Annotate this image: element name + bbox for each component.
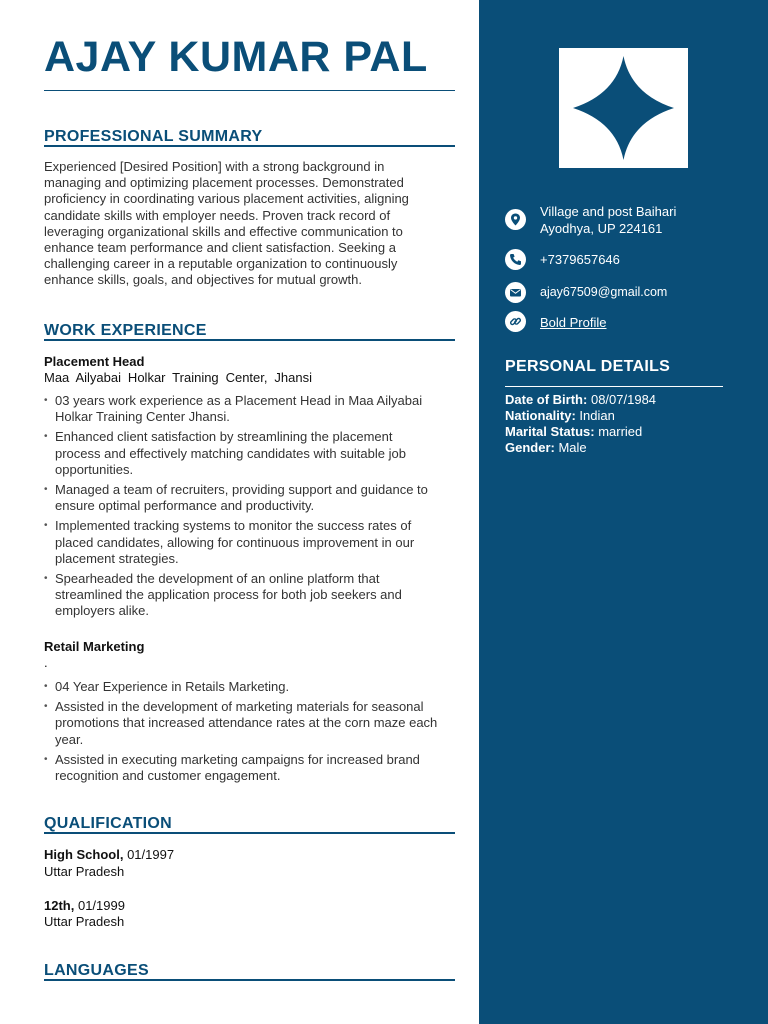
- job-bullets: [44, 393, 438, 624]
- qualification-degree: High School,: [44, 847, 124, 862]
- detail-label: Date of Birth:: [505, 392, 588, 407]
- qualification-heading: QUALIFICATION: [44, 815, 173, 832]
- qualification-divider: [44, 832, 455, 834]
- qualification-date: 01/1999: [77, 898, 125, 913]
- detail-label: Gender:: [505, 440, 555, 455]
- qualification-degree-line: [44, 898, 125, 914]
- detail-nationality: [505, 408, 615, 424]
- four-point-star-icon: [559, 48, 688, 168]
- qualification-degree: 12th,: [44, 898, 75, 913]
- qualification-place: Uttar Pradesh: [44, 914, 125, 929]
- address-line-1: Village and post Baihari: [540, 204, 677, 219]
- phone-number[interactable]: +7379657646: [540, 252, 620, 267]
- qualification-date: 01/1997: [127, 847, 175, 862]
- summary-heading: PROFESSIONAL SUMMARY: [44, 128, 263, 145]
- job-bullet: • Assisted in the development of marketing materials for seasonal promotions that increased attendance rates at the corn maze each year.: [44, 699, 438, 748]
- job-employer: .: [44, 655, 48, 670]
- job-bullet: • Enhanced client satisfaction by streamlining the placement process and effectively matching candidates with suitable job opportunities.: [44, 429, 438, 478]
- job-title: Placement Head: [44, 354, 145, 369]
- experience-heading: WORK EXPERIENCE: [44, 322, 207, 339]
- languages-heading: LANGUAGES: [44, 962, 149, 979]
- email-address[interactable]: ajay67509@gmail.com: [540, 285, 668, 299]
- detail-label: Nationality:: [505, 408, 576, 423]
- detail-value: married: [598, 424, 643, 439]
- address-line-2: Ayodhya, UP 224161: [540, 221, 663, 236]
- logo-box: [559, 48, 688, 168]
- phone-icon: [505, 249, 526, 270]
- job-title: Retail Marketing: [44, 639, 145, 654]
- link-icon: [505, 311, 526, 332]
- detail-label: Marital Status:: [505, 424, 595, 439]
- job-bullet: • Assisted in executing marketing campaigns for increased brand recognition and customer engagement.: [44, 752, 438, 784]
- job-bullet: • Implemented tracking systems to monitor the success rates of placed candidates, allowing for continuous improvement in our placement strategies.: [44, 518, 438, 567]
- experience-divider: [44, 339, 455, 341]
- job-bullet: • 03 years work experience as a Placement Head in Maa Ailyabai Holkar Training Center Jhansi.: [44, 393, 438, 425]
- profile-link[interactable]: Bold Profile: [540, 315, 607, 330]
- detail-value: Indian: [579, 408, 615, 423]
- job-bullet: • Spearheaded the development of an online platform that streamlined the application process for both job seekers and employers alike.: [44, 571, 438, 620]
- location-pin-icon: [505, 209, 526, 230]
- summary-text: Experienced [Desired Position] with a strong background in managing and optimizing placement processes. Demonstrated proficiency in coordinating various placement activities, aligning candidate skills with employer needs. Proven track record of leveraging organizational skills and effective communication to enhance team performance and client satisfaction. Seeking a challenging career in a reputable organization to continuously enhance skills, goals, and objectives for mutual growth.: [44, 159, 409, 288]
- job-bullet: • 04 Year Experience in Retails Marketing.: [44, 679, 438, 695]
- resume-sidebar: [479, 0, 768, 1024]
- detail-gender: [505, 440, 587, 456]
- personal-details-divider: [505, 386, 723, 387]
- candidate-name: AJAY KUMAR PAL: [44, 33, 428, 81]
- detail-date-of-birth: [505, 392, 656, 408]
- detail-marital-status: [505, 424, 642, 440]
- personal-details-heading: PERSONAL DETAILS: [505, 358, 671, 375]
- job-employer: Maa Ailyabai Holkar Training Center, Jhansi: [44, 370, 312, 385]
- qualification-place: Uttar Pradesh: [44, 864, 125, 879]
- name-divider: [44, 90, 455, 91]
- detail-value: Male: [558, 440, 587, 455]
- detail-value: 08/07/1984: [590, 392, 657, 407]
- languages-divider: [44, 979, 455, 981]
- qualification-degree-line: [44, 847, 174, 863]
- job-bullet: • Managed a team of recruiters, providing support and guidance to ensure optimal performance and productivity.: [44, 482, 438, 514]
- job-bullets: [44, 679, 438, 788]
- email-icon: [505, 282, 526, 303]
- summary-divider: [44, 145, 455, 147]
